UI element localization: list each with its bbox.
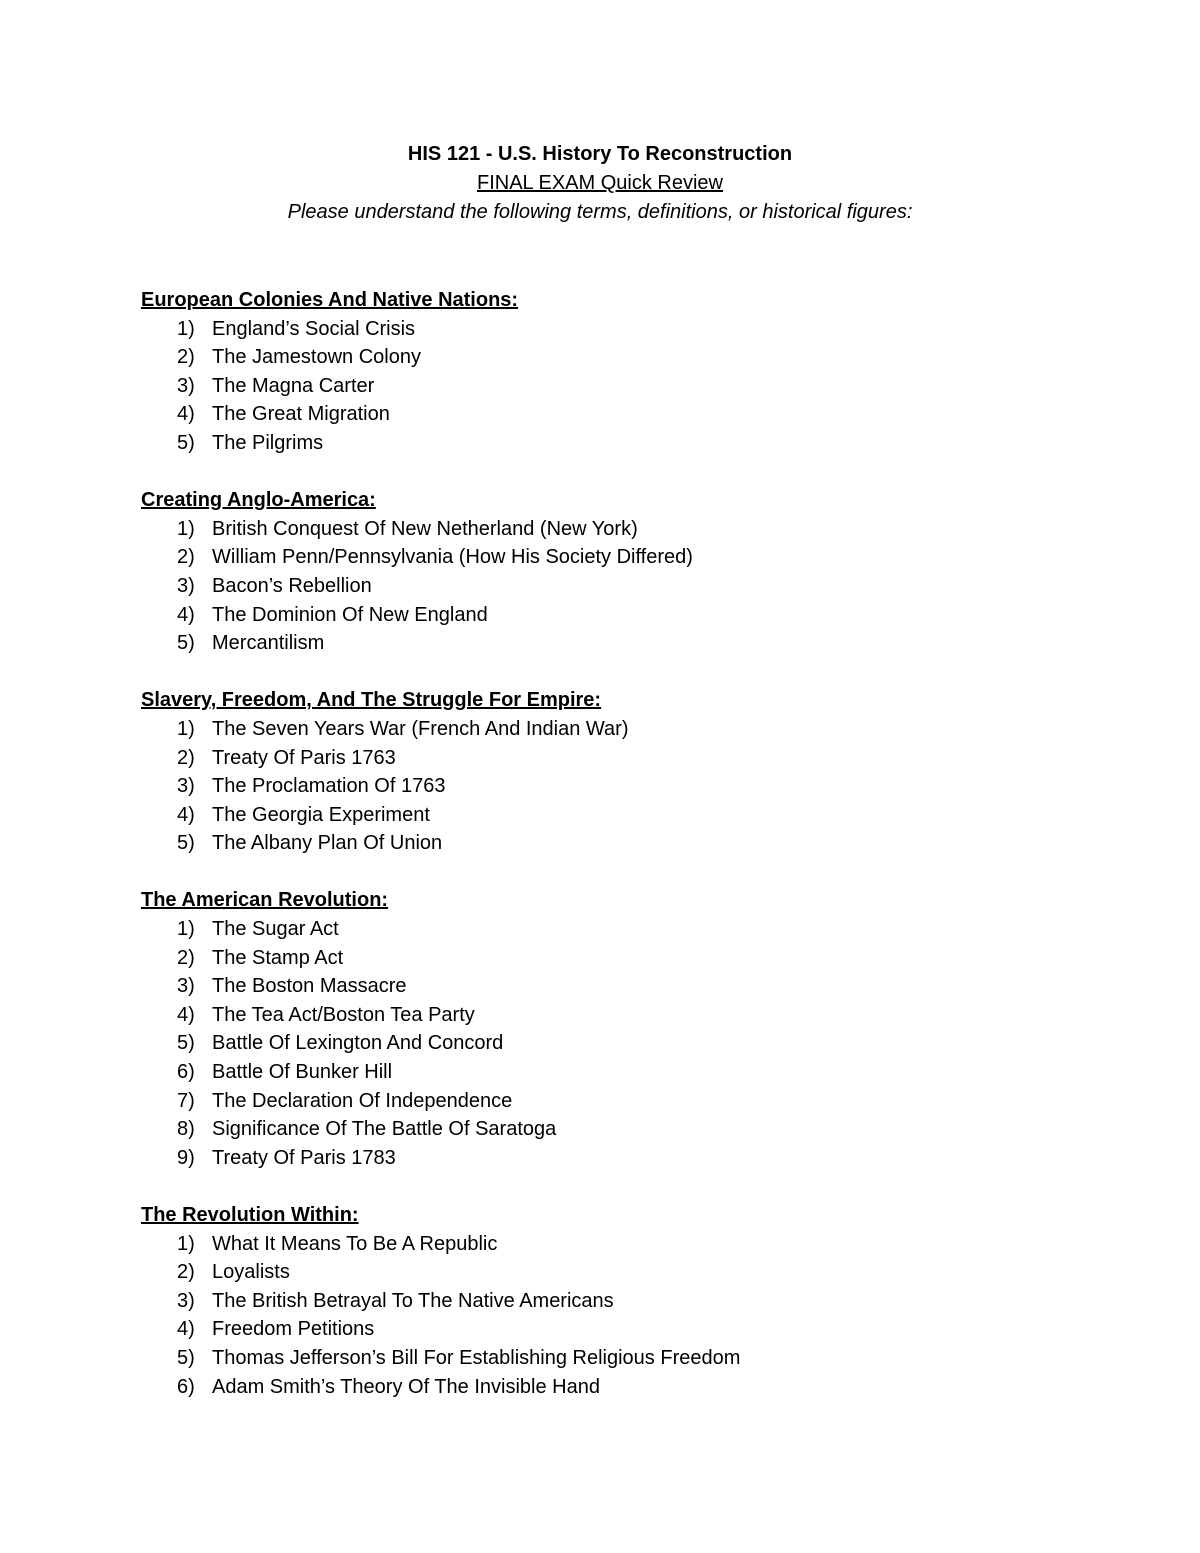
review-section xyxy=(141,1201,1141,1401)
list-item-text: British Conquest Of New Netherland (New York) xyxy=(212,517,638,540)
section-title: European Colonies And Native Nations: xyxy=(141,289,519,311)
list-item xyxy=(141,1115,1141,1144)
section-item-list xyxy=(141,715,1141,858)
list-item xyxy=(141,515,1141,544)
list-item-number: 5) xyxy=(177,632,195,655)
list-item-number: 2) xyxy=(177,546,195,569)
list-item-text: What It Means To Be A Republic xyxy=(212,1232,498,1255)
list-item-number: 3) xyxy=(177,775,195,798)
list-item xyxy=(141,715,1141,744)
list-item-number: 5) xyxy=(177,1032,195,1055)
list-item xyxy=(141,1230,1141,1259)
list-item-number: 6) xyxy=(177,1061,195,1084)
section-item-list xyxy=(141,315,1141,458)
list-item xyxy=(141,944,1141,973)
list-item-text: Freedom Petitions xyxy=(212,1318,375,1341)
list-item-text: The Jamestown Colony xyxy=(212,346,421,369)
section-item-list xyxy=(141,915,1141,1172)
list-item xyxy=(141,801,1141,830)
list-item xyxy=(141,315,1141,344)
section-title: The American Revolution: xyxy=(141,889,389,912)
document-subtitle: FINAL EXAM Quick Review xyxy=(477,172,723,194)
list-item xyxy=(141,1373,1141,1402)
document-instructions: Please understand the following terms, definitions, or historical figures: xyxy=(287,201,913,223)
section-item-list xyxy=(141,515,1141,658)
review-section xyxy=(141,486,1141,658)
list-item-text: The Boston Massacre xyxy=(212,975,407,998)
list-item-text: The Dominion Of New England xyxy=(212,603,488,626)
list-item-number: 5) xyxy=(177,1346,195,1369)
document-header xyxy=(0,140,1200,227)
list-item-number: 1) xyxy=(177,317,195,340)
list-item-text: Treaty Of Paris 1763 xyxy=(212,746,396,769)
list-item xyxy=(141,572,1141,601)
section-title: Slavery, Freedom, And The Struggle For Empire: xyxy=(141,689,602,712)
list-item-text: Battle Of Lexington And Concord xyxy=(212,1032,504,1055)
list-item-number: 5) xyxy=(177,431,195,454)
list-item-text: Bacon’s Rebellion xyxy=(212,574,372,597)
list-item-number: 1) xyxy=(177,517,195,540)
list-item-number: 2) xyxy=(177,1261,195,1284)
document-title: HIS 121 - U.S. History To Reconstruction xyxy=(407,143,793,165)
list-item-text: The Tea Act/Boston Tea Party xyxy=(212,1003,475,1026)
list-item-number: 1) xyxy=(177,717,195,740)
list-item-number: 3) xyxy=(177,574,195,597)
list-item-number: 2) xyxy=(177,746,195,769)
list-item xyxy=(141,1001,1141,1030)
list-item-number: 2) xyxy=(177,946,195,969)
list-item-text: The Sugar Act xyxy=(212,918,339,941)
list-item xyxy=(141,601,1141,630)
list-item-text: Adam Smith’s Theory Of The Invisible Hand xyxy=(212,1375,600,1398)
list-item xyxy=(141,629,1141,658)
list-item-text: The Seven Years War (French And Indian War) xyxy=(212,717,629,740)
list-item-number: 8) xyxy=(177,1118,195,1141)
list-item-text: Thomas Jefferson’s Bill For Establishing Religious Freedom xyxy=(212,1346,741,1369)
review-section xyxy=(141,886,1141,1172)
list-item-number: 9) xyxy=(177,1146,195,1169)
list-item-text: The Georgia Experiment xyxy=(212,803,430,826)
list-item-number: 3) xyxy=(177,374,195,397)
list-item-number: 5) xyxy=(177,832,195,855)
list-item-number: 3) xyxy=(177,1289,195,1312)
list-item-text: The Great Migration xyxy=(212,403,390,426)
list-item xyxy=(141,744,1141,773)
section-item-list xyxy=(141,1230,1141,1402)
list-item-number: 4) xyxy=(177,803,195,826)
review-section xyxy=(141,286,1141,458)
list-item-text: Mercantilism xyxy=(212,632,325,655)
list-item xyxy=(141,372,1141,401)
list-item-number: 1) xyxy=(177,918,195,941)
list-item-text: Significance Of The Battle Of Saratoga xyxy=(212,1118,557,1141)
list-item-number: 3) xyxy=(177,975,195,998)
list-item xyxy=(141,1344,1141,1373)
list-item xyxy=(141,915,1141,944)
list-item-number: 1) xyxy=(177,1232,195,1255)
list-item xyxy=(141,400,1141,429)
list-item xyxy=(141,1315,1141,1344)
list-item-number: 4) xyxy=(177,603,195,626)
list-item-number: 6) xyxy=(177,1375,195,1398)
list-item xyxy=(141,1144,1141,1173)
list-item-text: Treaty Of Paris 1783 xyxy=(212,1146,396,1169)
list-item xyxy=(141,1258,1141,1287)
section-title: The Revolution Within: xyxy=(141,1204,359,1226)
list-item xyxy=(141,343,1141,372)
list-item-text: The Proclamation Of 1763 xyxy=(212,775,446,798)
list-item-text: The Pilgrims xyxy=(212,431,324,454)
list-item-text: The Albany Plan Of Union xyxy=(212,832,443,855)
list-item xyxy=(141,429,1141,458)
list-item-text: The Magna Carter xyxy=(212,374,375,397)
section-title: Creating Anglo-America: xyxy=(141,489,376,512)
list-item xyxy=(141,829,1141,858)
list-item xyxy=(141,772,1141,801)
list-item xyxy=(141,1058,1141,1087)
list-item-text: Battle Of Bunker Hill xyxy=(212,1061,393,1084)
list-item-number: 4) xyxy=(177,403,195,426)
list-item-text: England’s Social Crisis xyxy=(212,317,416,340)
list-item xyxy=(141,543,1141,572)
list-item-text: The Stamp Act xyxy=(212,946,344,969)
list-item-text: The British Betrayal To The Native Americans xyxy=(212,1289,614,1312)
list-item-text: Loyalists xyxy=(212,1261,290,1284)
list-item-number: 4) xyxy=(177,1318,195,1341)
list-item-number: 2) xyxy=(177,346,195,369)
list-item-text: William Penn/Pennsylvania (How His Society Differed) xyxy=(212,546,693,569)
review-section xyxy=(141,686,1141,858)
list-item xyxy=(141,1087,1141,1116)
list-item-number: 4) xyxy=(177,1003,195,1026)
list-item xyxy=(141,972,1141,1001)
list-item xyxy=(141,1287,1141,1316)
list-item-number: 7) xyxy=(177,1089,195,1112)
list-item-text: The Declaration Of Independence xyxy=(212,1089,513,1112)
review-sections xyxy=(141,286,1141,1430)
list-item xyxy=(141,1029,1141,1058)
